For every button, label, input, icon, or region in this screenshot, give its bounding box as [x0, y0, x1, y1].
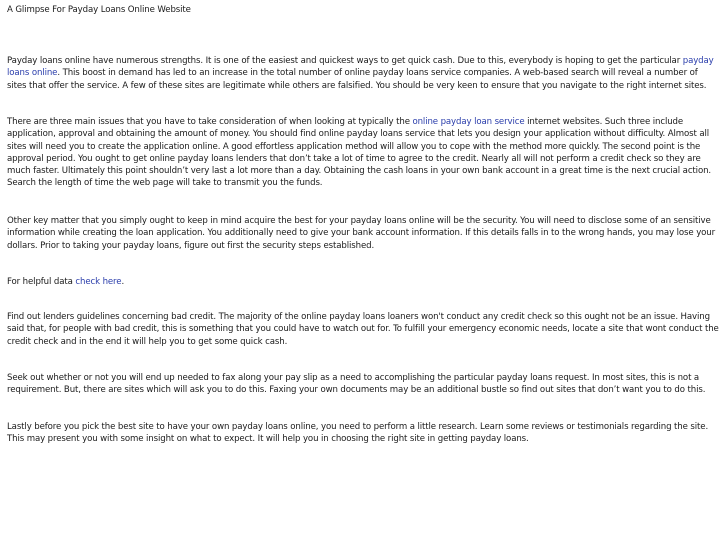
payday-loans-online-link[interactable]: payday loans online — [7, 56, 714, 79]
paragraph-4 — [7, 276, 719, 288]
paragraph-2-text-after: internet websites. Such three include application, approval and obtaining the amount of money. You should find online payday loans service that lets you design your application without difficulty. Almost all sites will need you to create the application online. A good effortless application method will allow you to cope with the method more quickly. The second point is the approval period. You ought to get online payday loans lenders that don’t take a lot of time to agree to the credit. Nearly all will not perform a credit check so they are much faster. Ultimately this point shouldn’t very last a lot more than a day. Obtaining the cash loans in your own bank account in a great time is the next crucial action. Search the length of time the web page will take to transmit you the funds. — [7, 117, 712, 189]
paragraph-2 — [7, 116, 719, 190]
paragraph-1-text-before: Payday loans online have numerous strengths. It is one of the easiest and quickest ways to get quick cash. Due to this, everybody is hoping to get the particular — [7, 56, 683, 66]
document-title: A Glimpse For Payday Loans Online Website — [7, 5, 191, 15]
check-here-link[interactable]: check here — [75, 277, 122, 287]
paragraph-4-text-after: . — [121, 277, 125, 287]
paragraph-1 — [7, 55, 719, 92]
paragraph-1-text-after: . This boost in demand has led to an increase in the total number of online payday loans service companies. A web-based search will reveal a number of sites that offer the service. A few of these sites are legitimate while others are falsified. You should be very keen to ensure that you navigate to the right internet sites. — [7, 68, 707, 91]
paragraph-4-text-before: For helpful data — [7, 277, 76, 287]
paragraph-6: Seek out whether or not you will end up needed to fax along your pay slip as a need to accomplishing the particular payday loans request. In most sites, this is not a requirement. But, there are sites which will ask you to do this. Faxing your own documents may be an additional bustle so find out sites that don’t want you to do this. — [7, 373, 706, 396]
document — [7, 4, 719, 445]
online-payday-loan-service-link[interactable]: online payday loan service — [412, 117, 525, 127]
paragraph-5: Find out lenders guidelines concerning bad credit. The majority of the online payday loans loaners won't conduct any credit check so this ought not be an issue. Having said that, for people with bad credit, this is something that you could have to watch out for. To fulfill your emergency economic needs, locate a site that wont conduct the credit check and in the end it will help you to get some quick cash. — [7, 312, 719, 347]
paragraph-3: Other key matter that you simply ought to keep in mind acquire the best for your payday loans online will be the security. You will need to disclose some of an sensitive information while creating the loan application. You additionally need to give your bank account information. If this details falls in to the wrong hands, you may lose your dollars. Prior to taking your payday loans, figure out first the security steps established. — [7, 216, 716, 251]
paragraph-2-text-before: There are three main issues that you have to take consideration of when looking at typically the — [7, 117, 413, 127]
paragraph-7: Lastly before you pick the best site to have your own payday loans online, you need to perform a little research. Learn some reviews or testimonials regarding the site. This may present you with some insight on what to expect. It will help you in choosing the right site in getting payday loans. — [7, 422, 709, 445]
